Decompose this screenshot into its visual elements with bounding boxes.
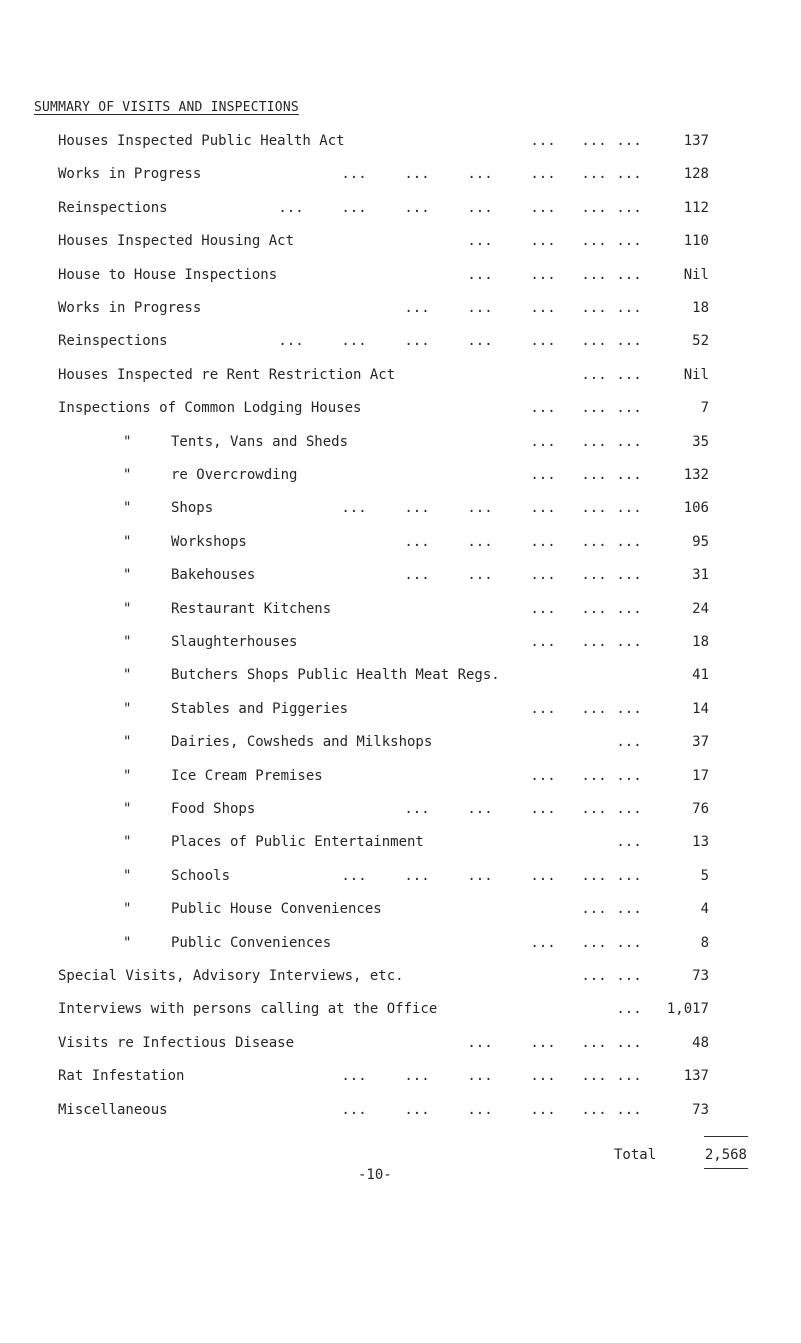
dot-leader: ...	[530, 400, 556, 417]
dot-leader: ...	[581, 801, 607, 817]
dot-leader: ...	[530, 300, 556, 316]
row-value: 106	[683, 500, 709, 517]
dot-leader: ...	[616, 133, 642, 149]
row-label: Tents, Vans and Sheds	[171, 433, 349, 450]
row-value: 14	[692, 700, 709, 717]
table-row	[0, 229, 801, 253]
row-value: 41	[692, 667, 709, 684]
dot-leader: ...	[616, 433, 642, 450]
dot-leader: ...	[341, 166, 367, 183]
dot-leader: ...	[616, 533, 642, 550]
dot-leader: ...	[616, 199, 642, 216]
dot-leader: ...	[581, 233, 607, 250]
ditto-mark: "	[123, 901, 132, 918]
dot-leader: ...	[467, 333, 493, 350]
dot-leader: ...	[530, 600, 556, 617]
dot-leader: ...	[581, 333, 607, 350]
row-label: Public Conveniences	[171, 934, 332, 951]
dot-leader: ...	[467, 1034, 493, 1051]
table-row	[0, 897, 801, 921]
dot-leader: ...	[404, 199, 430, 216]
row-label: Dairies, Cowsheds and Milkshops	[171, 734, 433, 751]
dot-leader: ...	[581, 700, 607, 717]
dot-leader: ...	[404, 300, 430, 316]
ditto-mark: "	[123, 533, 132, 550]
row-value: 73	[692, 1101, 709, 1118]
row-value: 7	[700, 400, 709, 417]
row-value: 18	[692, 300, 709, 316]
row-value: Nil	[683, 366, 709, 383]
row-label: re Overcrowding	[171, 467, 298, 483]
ditto-mark: "	[123, 700, 132, 717]
dot-leader: ...	[404, 1068, 430, 1085]
dot-leader: ...	[581, 600, 607, 617]
row-value: 132	[683, 467, 709, 483]
dot-leader: ...	[467, 199, 493, 216]
dot-leader: ...	[530, 333, 556, 350]
table-row	[0, 363, 801, 387]
row-value: 31	[692, 567, 709, 584]
table-row	[0, 196, 801, 220]
dot-leader: ...	[530, 767, 556, 784]
row-label: Workshops	[171, 533, 247, 550]
dot-leader: ...	[278, 199, 304, 216]
row-label: Inspections of Common Lodging Houses	[58, 400, 362, 417]
dot-leader: ...	[616, 934, 642, 951]
dot-leader: ...	[341, 333, 367, 350]
row-value: 1,017	[666, 1001, 709, 1018]
dot-leader: ...	[616, 333, 642, 350]
dot-leader: ...	[616, 700, 642, 717]
ditto-mark: "	[123, 467, 132, 483]
dot-leader: ...	[530, 567, 556, 584]
dot-leader: ...	[530, 166, 556, 183]
table-row	[0, 630, 801, 654]
dot-leader: ...	[530, 133, 556, 149]
ditto-mark: "	[123, 834, 132, 851]
dot-leader: ...	[616, 600, 642, 617]
dot-leader: ...	[467, 233, 493, 250]
dot-leader: ...	[341, 1101, 367, 1118]
dot-leader: ...	[530, 1034, 556, 1051]
row-value: 24	[692, 600, 709, 617]
row-label: Schools	[171, 867, 231, 884]
dot-leader: ...	[467, 867, 493, 884]
row-value: 137	[683, 1068, 709, 1085]
dot-leader: ...	[581, 266, 607, 283]
table-row	[0, 430, 801, 454]
page-number: -10-	[358, 1166, 392, 1183]
row-label: Visits re Infectious Disease	[58, 1034, 295, 1051]
dot-leader: ...	[278, 333, 304, 350]
dot-leader: ...	[581, 968, 607, 984]
row-label: Restaurant Kitchens	[171, 600, 332, 617]
dot-leader: ...	[616, 467, 642, 483]
row-value: 52	[692, 333, 709, 350]
dot-leader: ...	[616, 1034, 642, 1051]
row-value: 17	[692, 767, 709, 784]
dot-leader: ...	[616, 834, 642, 851]
ditto-mark: "	[123, 433, 132, 450]
dot-leader: ...	[581, 901, 607, 918]
dot-leader: ...	[341, 1068, 367, 1085]
dot-leader: ...	[616, 634, 642, 650]
table-row	[0, 1031, 801, 1055]
table-row	[0, 830, 801, 854]
table-row	[0, 563, 801, 587]
dot-leader: ...	[616, 233, 642, 250]
total-value: 2,568	[704, 1146, 747, 1163]
table-row	[0, 129, 801, 153]
dot-leader: ...	[530, 500, 556, 517]
dot-leader: ...	[581, 166, 607, 183]
table-row	[0, 997, 801, 1021]
ditto-mark: "	[123, 934, 132, 951]
dot-leader: ...	[404, 333, 430, 350]
dot-leader: ...	[581, 567, 607, 584]
dot-leader: ...	[530, 467, 556, 483]
dot-leader: ...	[616, 366, 642, 383]
row-label: Special Visits, Advisory Interviews, etc.	[58, 968, 404, 984]
row-value: 137	[683, 133, 709, 149]
dot-leader: ...	[404, 801, 430, 817]
table-row	[0, 396, 801, 420]
row-value: 37	[692, 734, 709, 751]
row-value: 18	[692, 634, 709, 650]
table-row	[0, 296, 801, 320]
row-label: Houses Inspected Housing Act	[58, 233, 295, 250]
dot-leader: ...	[530, 801, 556, 817]
table-row	[0, 797, 801, 821]
dot-leader: ...	[530, 1068, 556, 1085]
dot-leader: ...	[616, 867, 642, 884]
dot-leader: ...	[404, 500, 430, 517]
dot-leader: ...	[616, 266, 642, 283]
dot-leader: ...	[467, 567, 493, 584]
dot-leader: ...	[581, 1034, 607, 1051]
dot-leader: ...	[616, 567, 642, 584]
row-label: Works in Progress	[58, 300, 202, 316]
table-row	[0, 697, 801, 721]
dot-leader: ...	[616, 1001, 642, 1018]
page-title: SUMMARY OF VISITS AND INSPECTIONS	[34, 100, 299, 115]
row-label: Bakehouses	[171, 567, 256, 584]
row-value: 112	[683, 199, 709, 216]
total-rule-below	[704, 1168, 748, 1169]
dot-leader: ...	[530, 533, 556, 550]
row-label: Interviews with persons calling at the Office	[58, 1001, 438, 1018]
ditto-mark: "	[123, 600, 132, 617]
ditto-mark: "	[123, 867, 132, 884]
dot-leader: ...	[404, 166, 430, 183]
row-value: 5	[700, 867, 709, 884]
row-value: 4	[700, 901, 709, 918]
table-row	[0, 864, 801, 888]
total-rule-above	[704, 1136, 748, 1137]
dot-leader: ...	[530, 1101, 556, 1118]
dot-leader: ...	[581, 400, 607, 417]
row-label: House to House Inspections	[58, 266, 278, 283]
dot-leader: ...	[616, 1101, 642, 1118]
table-row	[0, 931, 801, 955]
row-value: 76	[692, 801, 709, 817]
dot-leader: ...	[530, 700, 556, 717]
dot-leader: ...	[581, 467, 607, 483]
dot-leader: ...	[581, 767, 607, 784]
dot-leader: ...	[581, 867, 607, 884]
row-label: Miscellaneous	[58, 1101, 168, 1118]
row-label: Food Shops	[171, 801, 256, 817]
dot-leader: ...	[341, 867, 367, 884]
dot-leader: ...	[404, 533, 430, 550]
dot-leader: ...	[530, 634, 556, 650]
row-value: Nil	[683, 266, 709, 283]
dot-leader: ...	[530, 266, 556, 283]
row-value: 48	[692, 1034, 709, 1051]
row-label: Rat Infestation	[58, 1068, 185, 1085]
dot-leader: ...	[341, 500, 367, 517]
dot-leader: ...	[616, 500, 642, 517]
table-row	[0, 764, 801, 788]
table-row	[0, 1098, 801, 1122]
dot-leader: ...	[616, 300, 642, 316]
ditto-mark: "	[123, 667, 132, 684]
dot-leader: ...	[581, 433, 607, 450]
row-label: Places of Public Entertainment	[171, 834, 424, 851]
table-row	[0, 663, 801, 687]
dot-leader: ...	[581, 199, 607, 216]
dot-leader: ...	[616, 801, 642, 817]
dot-leader: ...	[581, 500, 607, 517]
dot-leader: ...	[581, 533, 607, 550]
dot-leader: ...	[467, 801, 493, 817]
total-label: Total	[614, 1146, 657, 1163]
row-value: 110	[683, 233, 709, 250]
dot-leader: ...	[404, 567, 430, 584]
row-value: 13	[692, 834, 709, 851]
dot-leader: ...	[616, 734, 642, 751]
table-row	[0, 730, 801, 754]
dot-leader: ...	[404, 1101, 430, 1118]
dot-leader: ...	[581, 634, 607, 650]
dot-leader: ...	[581, 366, 607, 383]
table-row	[0, 964, 801, 988]
dot-leader: ...	[341, 199, 367, 216]
dot-leader: ...	[616, 166, 642, 183]
dot-leader: ...	[467, 533, 493, 550]
dot-leader: ...	[581, 133, 607, 149]
dot-leader: ...	[530, 433, 556, 450]
ditto-mark: "	[123, 801, 132, 817]
row-label: Works in Progress	[58, 166, 202, 183]
row-label: Butchers Shops Public Health Meat Regs.	[171, 667, 500, 684]
row-value: 128	[683, 166, 709, 183]
ditto-mark: "	[123, 767, 132, 784]
total-row	[0, 1143, 801, 1167]
ditto-mark: "	[123, 634, 132, 650]
dot-leader: ...	[581, 934, 607, 951]
dot-leader: ...	[616, 968, 642, 984]
row-value: 73	[692, 968, 709, 984]
table-row	[0, 463, 801, 487]
row-value: 35	[692, 433, 709, 450]
row-label: Stables and Piggeries	[171, 700, 349, 717]
dot-leader: ...	[404, 867, 430, 884]
row-label: Houses Inspected re Rent Restriction Act	[58, 366, 396, 383]
row-label: Houses Inspected Public Health Act	[58, 133, 345, 149]
ditto-mark: "	[123, 734, 132, 751]
dot-leader: ...	[467, 1101, 493, 1118]
table-row	[0, 162, 801, 186]
row-label: Shops	[171, 500, 214, 517]
dot-leader: ...	[467, 266, 493, 283]
dot-leader: ...	[530, 934, 556, 951]
dot-leader: ...	[616, 1068, 642, 1085]
table-row	[0, 1064, 801, 1088]
dot-leader: ...	[616, 767, 642, 784]
dot-leader: ...	[530, 867, 556, 884]
table-row	[0, 496, 801, 520]
dot-leader: ...	[467, 1068, 493, 1085]
dot-leader: ...	[467, 300, 493, 316]
ditto-mark: "	[123, 567, 132, 584]
dot-leader: ...	[581, 1068, 607, 1085]
table-row	[0, 263, 801, 287]
dot-leader: ...	[467, 500, 493, 517]
row-label: Reinspections	[58, 333, 168, 350]
dot-leader: ...	[581, 1101, 607, 1118]
row-label: Ice Cream Premises	[171, 767, 323, 784]
row-value: 95	[692, 533, 709, 550]
dot-leader: ...	[616, 400, 642, 417]
table-row	[0, 329, 801, 353]
dot-leader: ...	[616, 901, 642, 918]
row-label: Reinspections	[58, 199, 168, 216]
dot-leader: ...	[467, 166, 493, 183]
dot-leader: ...	[530, 233, 556, 250]
ditto-mark: "	[123, 500, 132, 517]
row-value: 8	[700, 934, 709, 951]
dot-leader: ...	[581, 300, 607, 316]
table-row	[0, 597, 801, 621]
table-row	[0, 530, 801, 554]
dot-leader: ...	[530, 199, 556, 216]
row-label: Slaughterhouses	[171, 634, 298, 650]
row-label: Public House Conveniences	[171, 901, 382, 918]
